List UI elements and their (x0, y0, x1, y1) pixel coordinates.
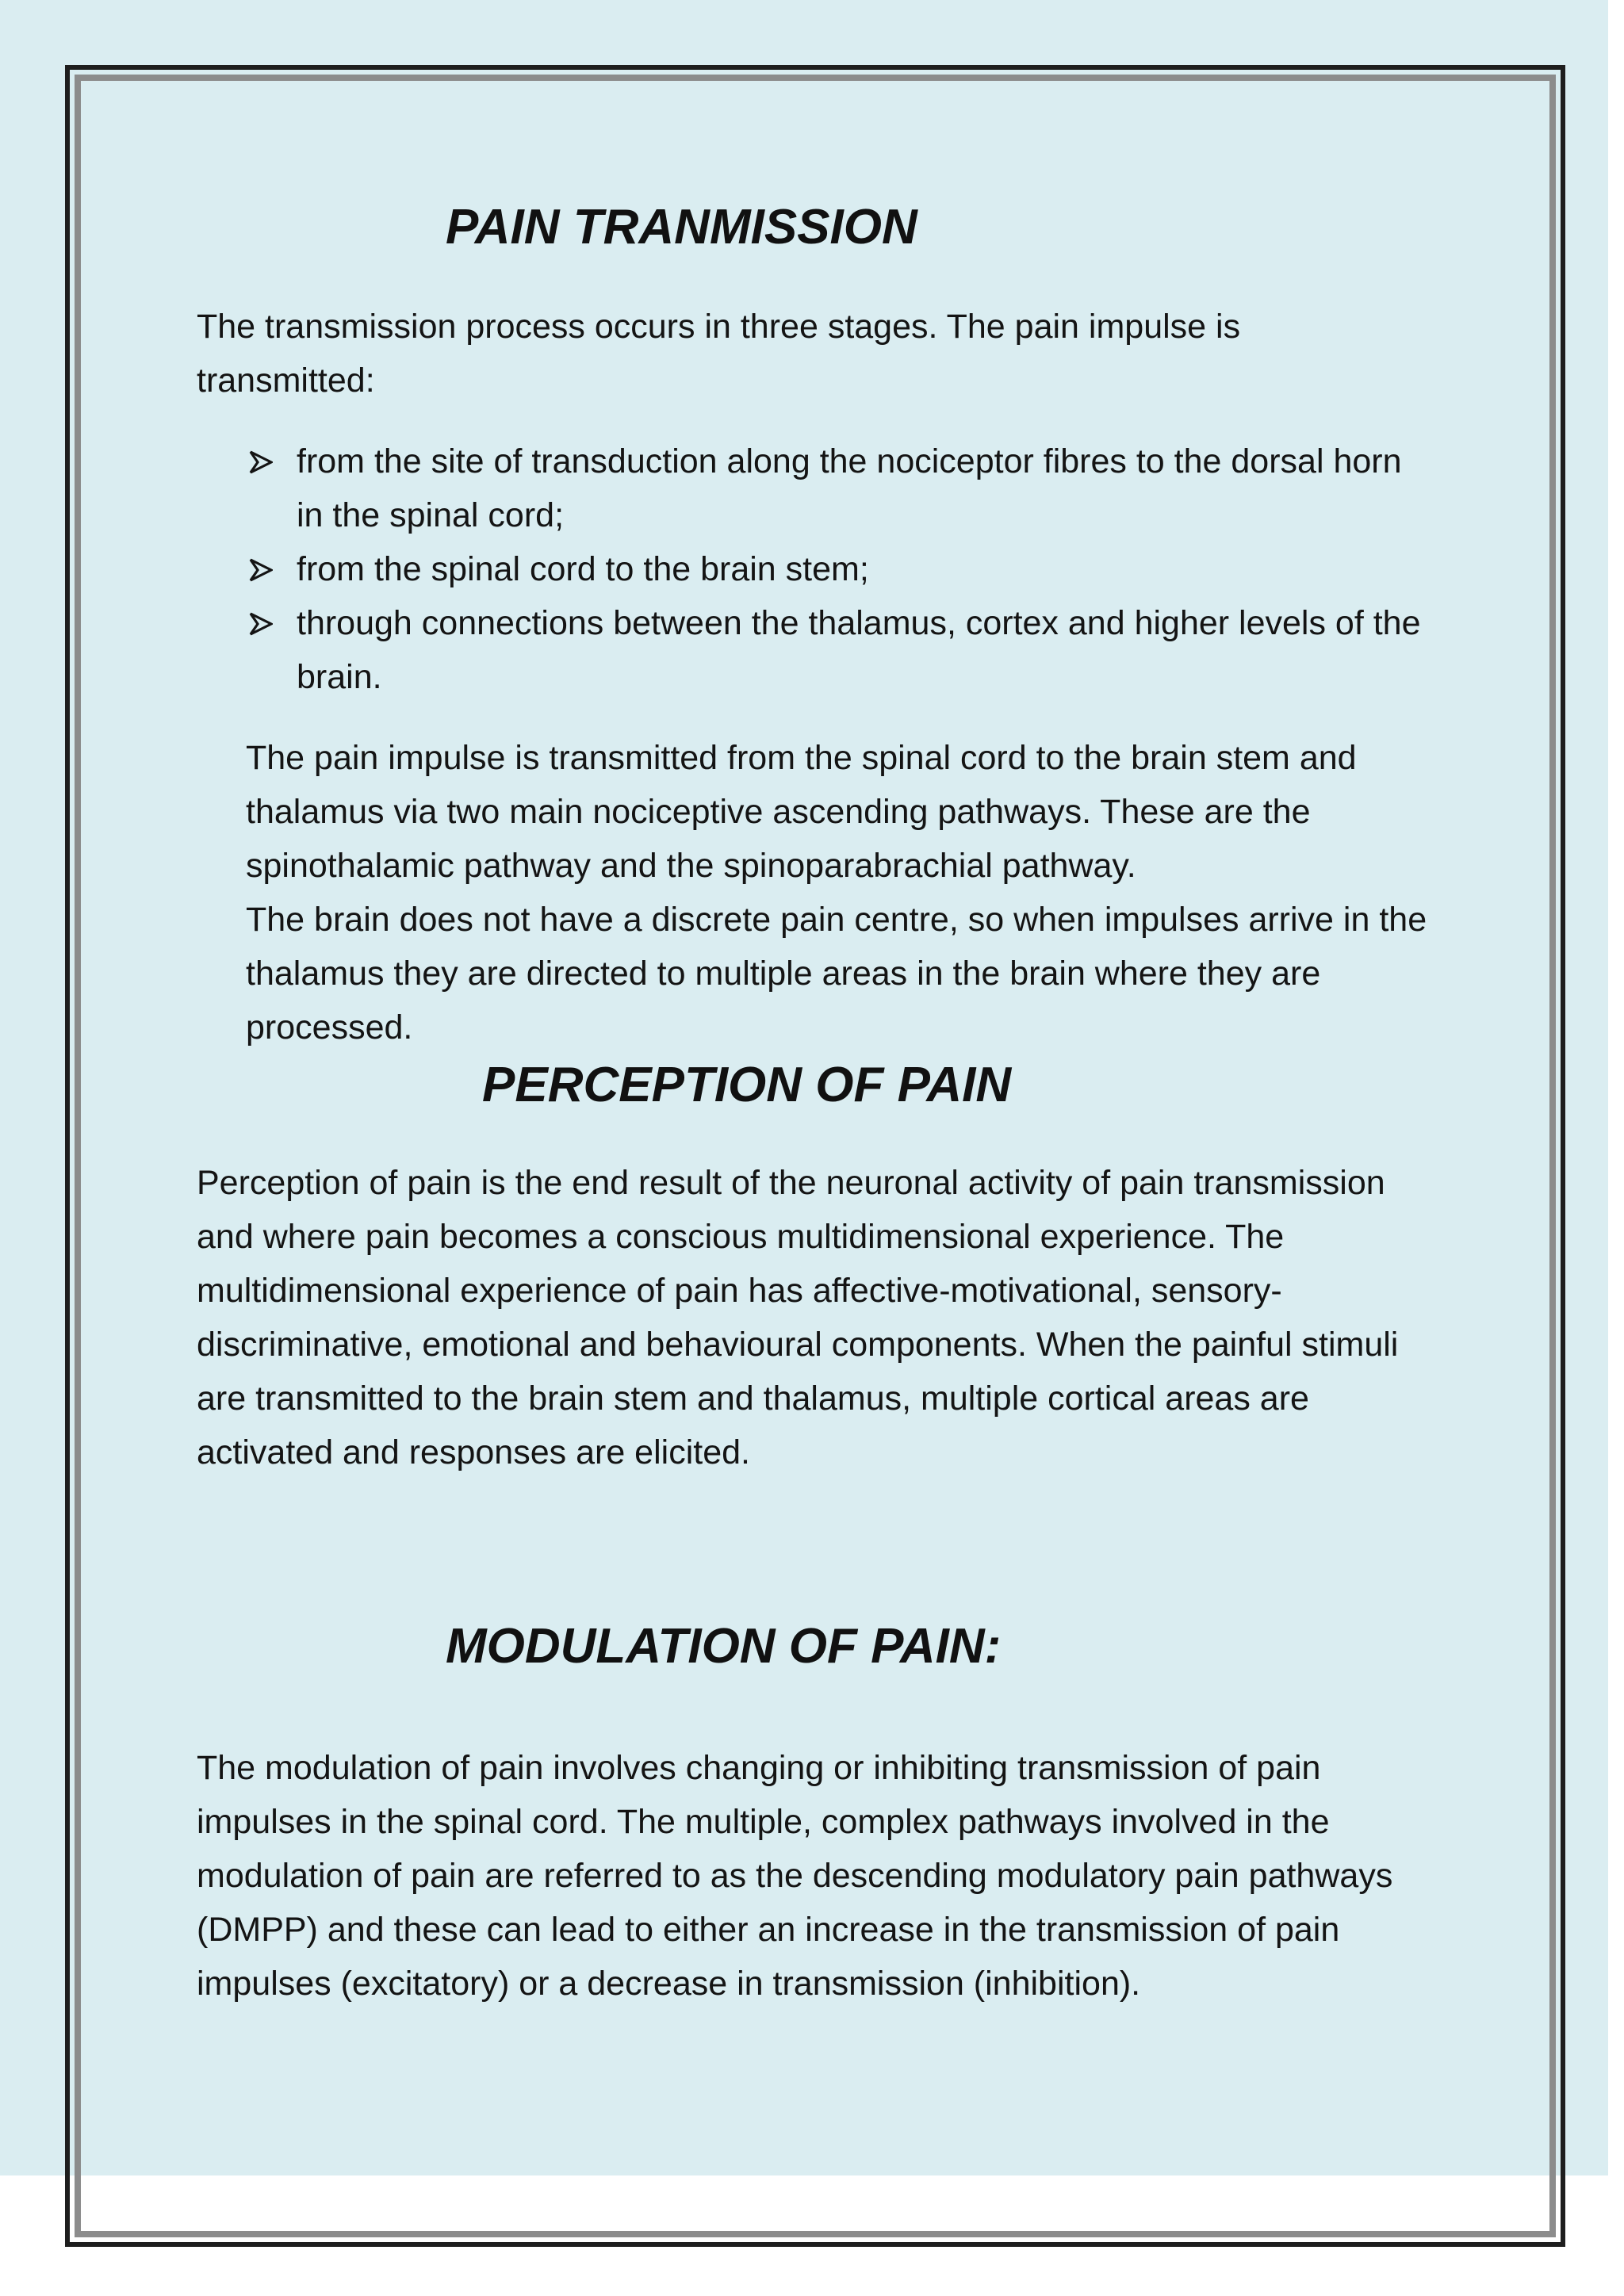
bullet-text: through connections between the thalamus, cortex and higher levels of the brain. (297, 604, 1421, 696)
list-item (244, 542, 1434, 596)
bullet-text: from the site of transduction along the nociceptor fibres to the dorsal horn in the spinal cord; (297, 442, 1402, 534)
perception-of-pain-heading: PERCEPTION OF PAIN (482, 1058, 1012, 1112)
transmission-pathways-paragraph: The pain impulse is transmitted from the spinal cord to the brain stem and thalamus via two main nociceptive ascending pathways. These are the spinothalamic pathway and the spinoparabrachial pathway. (246, 739, 1357, 885)
perception-paragraph: Perception of pain is the end result of the neuronal activity of pain transmission and where pain becomes a conscious multidimensional experience. The multidimensional experience of pain has affective-motivational, sensory-discriminative, emotional and behavioural components. When the painful stimuli are transmitted to the brain stem and thalamus, multiple cortical areas are activated and responses are elicited. (197, 1164, 1399, 1471)
list-item (244, 434, 1434, 542)
arrowhead-bullet-icon (244, 434, 276, 488)
modulation-paragraph: The modulation of pain involves changing or inhibiting transmission of pain impulses in the spinal cord. The multiple, complex pathways involved in the modulation of pain are referred to as the descending modulatory pain pathways (DMPP) and these can lead to either an increase in the transmission of pain impulses (excitatory) or a decrease in transmission (inhibition). (197, 1749, 1393, 2003)
arrowhead-bullet-icon (244, 596, 276, 650)
modulation-of-pain-heading: MODULATION OF PAIN: (446, 1619, 1002, 1674)
bullet-text: from the spinal cord to the brain stem; (297, 550, 869, 588)
list-item (244, 596, 1434, 704)
arrowhead-bullet-icon (244, 542, 276, 596)
transmission-brain-paragraph: The brain does not have a discrete pain centre, so when impulses arrive in the thalamus they are directed to multiple areas in the brain where they are processed. (246, 901, 1427, 1047)
transmission-intro-paragraph: The transmission process occurs in three stages. The pain impulse is transmitted: (197, 308, 1241, 400)
transmission-stages-list (244, 434, 1434, 704)
pain-transmission-heading: PAIN TRANMISSION (446, 200, 917, 254)
